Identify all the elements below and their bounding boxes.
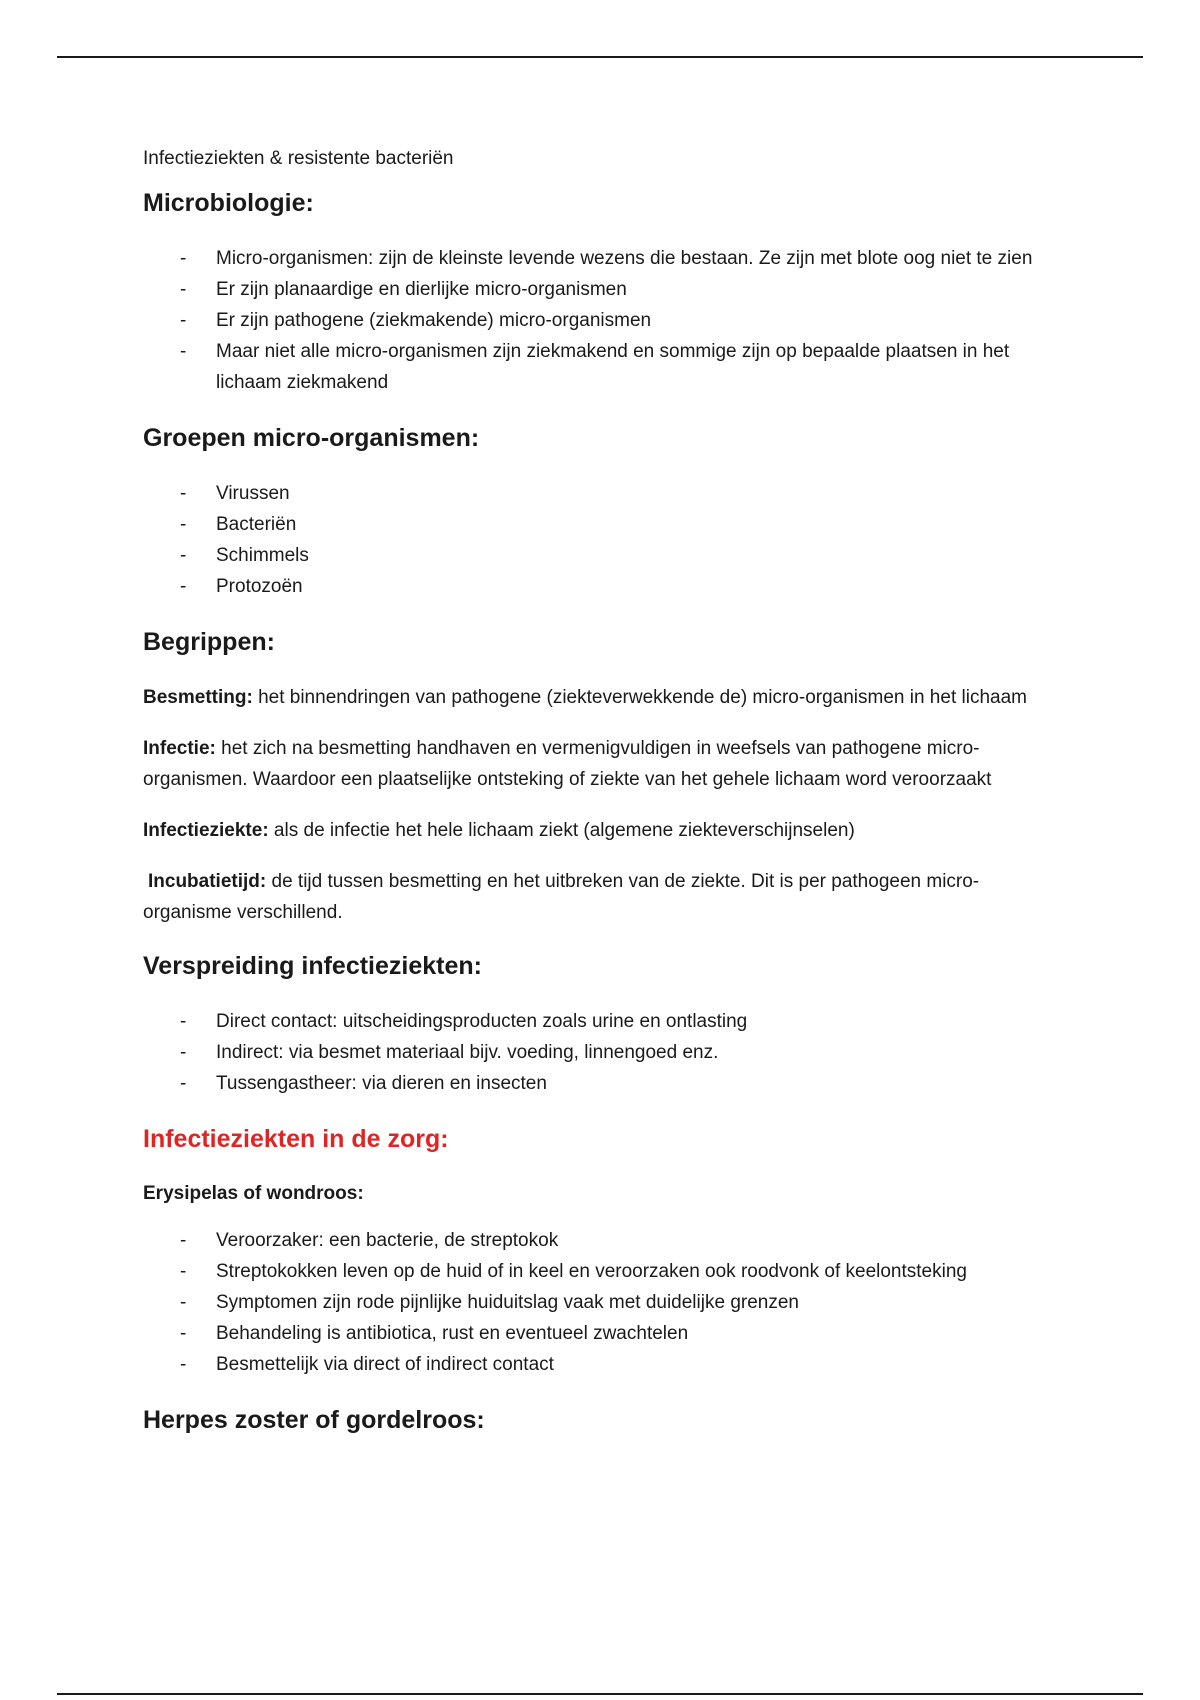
definition-text: de tijd tussen besmetting en het uitbreken van de ziekte. Dit is per pathogeen micro-organisme verschillend. [143,871,980,923]
heading-herpes: Herpes zoster of gordelroos: [143,1406,485,1434]
list-verspreiding [143,1006,1063,1099]
list-microbiologie [143,243,1063,398]
document-body [143,140,1063,1460]
list-groepen [143,478,1063,602]
list-item: - Indirect: via besmet materiaal bijv. voeding, linnengoed enz. [143,1037,1063,1068]
list-erysipelas [143,1225,1063,1380]
list-item: - Streptokokken leven op de huid of in keel en veroorzaken ook roodvonk of keelontsteking [143,1256,1063,1287]
heading-verspreiding: Verspreiding infectieziekten: [143,952,482,980]
heading-microbiologie: Microbiologie: [143,189,314,217]
heading-zorg: Infectieziekten in de zorg: [143,1125,449,1153]
list-item: - Tussengastheer: via dieren en insecten [143,1068,1063,1099]
subheading-erysipelas: Erysipelas of wondroos: [143,1183,364,1204]
definition-infectieziekte [143,815,1063,846]
list-item: - Besmettelijk via direct of indirect contact [143,1349,1063,1380]
term: Infectieziekte: [143,820,269,841]
list-item: - Micro-organismen: zijn de kleinste levende wezens die bestaan. Ze zijn met blote oog niet te zien [143,243,1063,274]
list-item: - Behandeling is antibiotica, rust en eventueel zwachtelen [143,1318,1063,1349]
list-item: - Symptomen zijn rode pijnlijke huiduitslag vaak met duidelijke grenzen [143,1287,1063,1318]
header-rule [57,56,1143,58]
heading-groepen: Groepen micro-organismen: [143,424,480,452]
list-item: - Veroorzaker: een bacterie, de streptokok [143,1225,1063,1256]
list-item: - Direct contact: uitscheidingsproducten zoals urine en ontlasting [143,1006,1063,1037]
list-item: - Maar niet alle micro-organismen zijn ziekmakend en sommige zijn op bepaalde plaatsen in het lichaam ziekmakend [143,336,1063,398]
definition-incubatietijd [143,866,1063,928]
list-item: - Bacteriën [143,509,1063,540]
list-item: - Er zijn planaardige en dierlijke micro-organismen [143,274,1063,305]
list-item: - Schimmels [143,540,1063,571]
list-item: - Protozoën [143,571,1063,602]
definition-besmetting [143,682,1063,713]
definition-text: het zich na besmetting handhaven en vermenigvuldigen in weefsels van pathogene micro-organismen. Waardoor een plaatselijke ontsteking of ziekte van het gehele lichaam word veroorzaakt [143,738,992,790]
definition-infectie [143,733,1063,795]
term: Infectie: [143,738,216,759]
definition-text: het binnendringen van pathogene (ziekteverwekkende de) micro-organismen in het lichaam [252,687,1027,708]
heading-begrippen: Begrippen: [143,628,275,656]
footer-rule [57,1693,1143,1695]
term: Incubatietijd: [148,871,267,892]
definition-text: als de infectie het hele lichaam ziekt (algemene ziekteverschijnselen) [268,820,855,841]
document-title: Infectieziekten & resistente bacteriën [143,148,454,169]
term: Besmetting: [143,687,253,708]
list-item: - Virussen [143,478,1063,509]
list-item: - Er zijn pathogene (ziekmakende) micro-organismen [143,305,1063,336]
